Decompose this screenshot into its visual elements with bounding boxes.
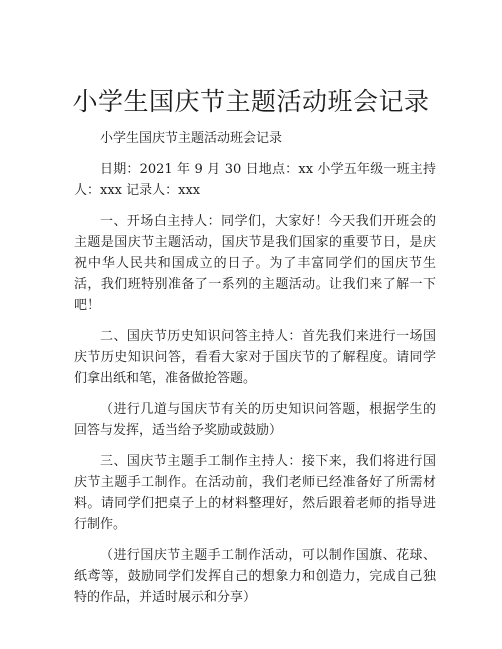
handcraft-note-paragraph: （进行国庆节主题手工制作活动，可以制作国旗、花球、纸鸢等，鼓励同学们发挥自己的想象力和创造力，完成自己独特的作品，并适时展示和分享） [74,548,436,605]
section-quiz-paragraph: 二、国庆节历史知识问答主持人：首先我们来进行一场国庆节历史知识问答，看看大家对于国庆节的了解程度。请同学们拿出纸和笔，准备做抢答题。 [74,329,436,386]
subtitle-paragraph: 小学生国庆节主题活动班会记录 [100,131,283,146]
section-opening-paragraph: 一、开场白主持人：同学们，大家好！今天我们开班会的主题是国庆节主题活动，国庆节是我们国家的重要节日，是庆祝中华人民共和国成立的日子。为了丰富同学们的国庆节生活，我们班特别准备了一系列的主题活动。让我们来了解一下吧！ [74,214,436,313]
document-body [74,128,436,618]
document-title: 小学生国庆节主题活动班会记录 [72,87,430,116]
section-handcraft-paragraph: 三、国庆节主题手工制作主持人：接下来，我们将进行国庆节主题手工制作。在活动前，我们老师已经准备好了所需材料。请同学们把桌子上的材料整理好，然后跟着老师的指导进行制作。 [74,454,436,532]
meta-paragraph: 日期：2021 年 9 月 30 日地点：xx 小学五年级一班主持人：xxx 记录人：xxx [74,162,436,198]
quiz-note-paragraph: （进行几道与国庆节有关的历史知识问答题，根据学生的回答与发挥，适当给予奖励或鼓励） [74,402,436,438]
